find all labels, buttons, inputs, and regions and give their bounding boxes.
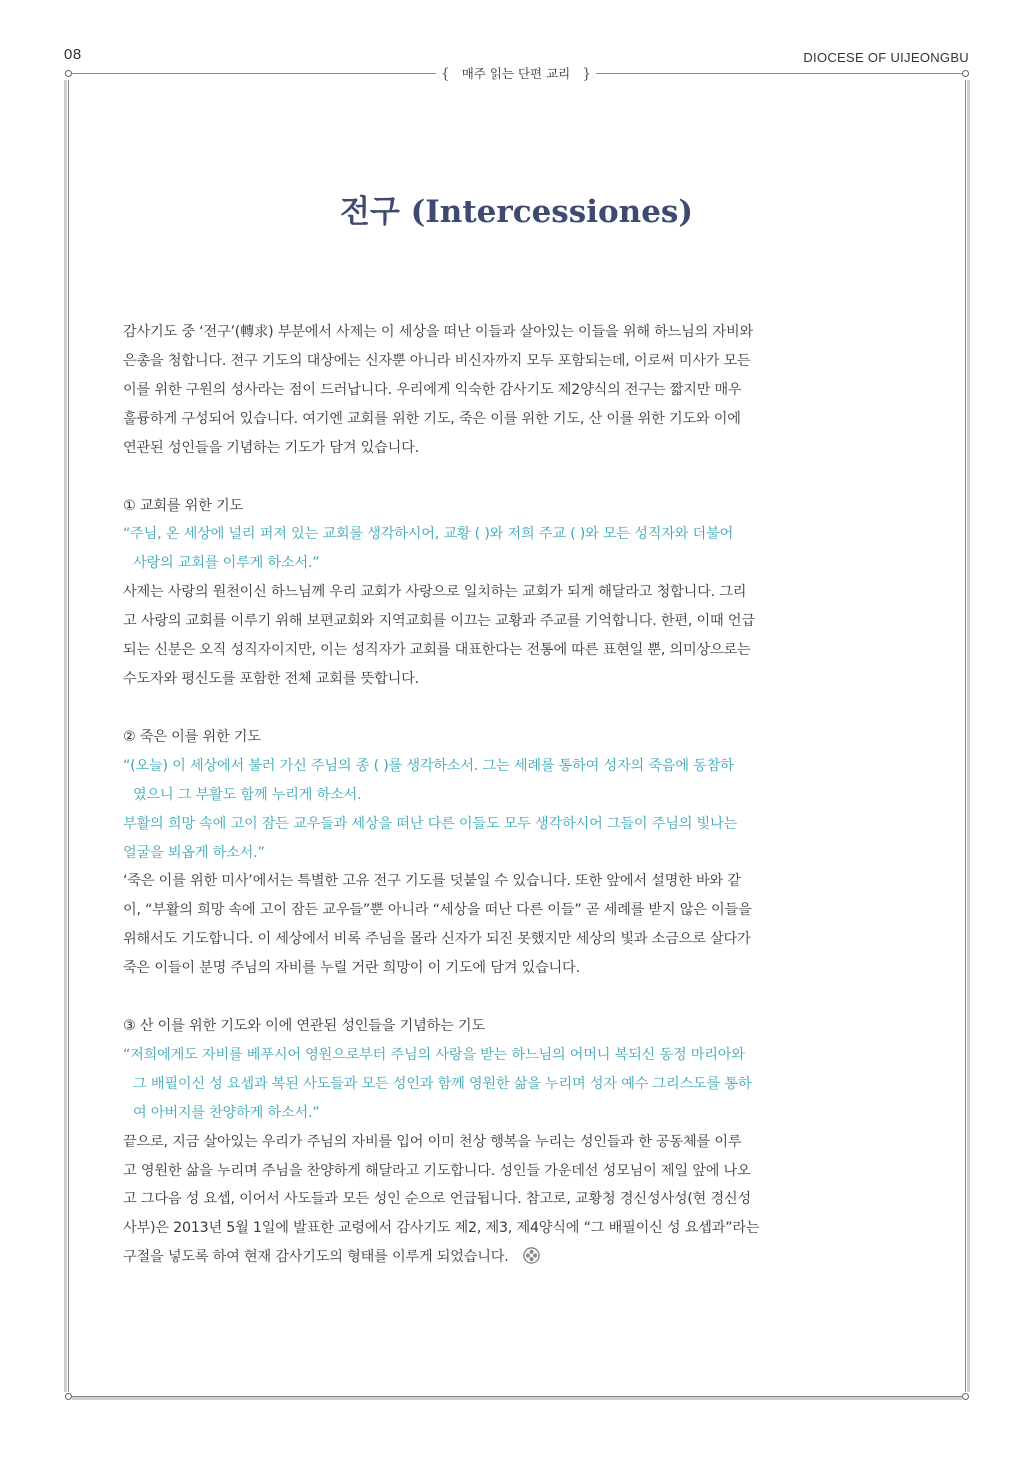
body-line: 고 영원한 삶을 누리며 주님을 찬양하게 해달라고 기도합니다. 성인들 가운데선 성모님이 제일 앞에 나오 — [123, 1162, 751, 1179]
body-line: 사제는 사랑의 원천이신 하느님께 우리 교회가 사랑으로 일치하는 교회가 되게 해달라고 청합니다. 그리 — [123, 584, 747, 601]
prayer-line: 였으니 그 부활도 함께 누리게 하소서. — [133, 786, 362, 803]
body-line: 끝으로, 지금 살아있는 우리가 주님의 자비를 입어 이미 천상 행복을 누리는 성인들과 한 공동체를 이루 — [123, 1133, 742, 1150]
prayer-line: 부활의 희망 속에 고이 잠든 교우들과 세상을 떠난 다른 이들도 모두 생각하시어 그들이 주님의 빛나는 — [123, 815, 738, 832]
frame-corner-dot — [65, 70, 72, 77]
body-line: 수도자와 평신도를 포함한 전체 교회를 뜻합니다. — [123, 670, 419, 687]
intro-line: 연관된 성인들을 기념하는 기도가 담겨 있습니다. — [123, 439, 419, 456]
intro-line: 은총을 청합니다. 전구 기도의 대상에는 신자뿐 아니라 비신자까지 모두 포함되는데, 이로써 미사가 모든 — [123, 352, 751, 369]
intro-line: 이를 위한 구원의 성사라는 점이 드러납니다. 우리에게 익숙한 감사기도 제2양식의 전구는 짧지만 매우 — [123, 381, 742, 398]
body-line: ‘죽은 이를 위한 미사’에서는 특별한 고유 전구 기도를 덧붙일 수 있습니다. 또한 앞에서 설명한 바와 같 — [123, 873, 741, 890]
body-line: 고 사랑의 교회를 이루기 위해 보편교회와 지역교회를 이끄는 교황과 주교를 기억합니다. 한편, 이때 언급 — [123, 613, 755, 630]
section-heading: ③ 산 이를 위한 기도와 이에 연관된 성인들을 기념하는 기도 — [123, 1018, 485, 1035]
page-title: 전구 (Intercessiones) — [339, 194, 694, 230]
frame-corner-dot — [962, 1393, 969, 1400]
prayer-line: “(오늘) 이 세상에서 불러 가신 주님의 종 ( )를 생각하소서. 그는 세례를 통하여 성자의 죽음에 동참하 — [123, 757, 734, 774]
body-line: 위해서도 기도합니다. 이 세상에서 비록 주님을 몰라 신자가 되진 못했지만 세상의 빛과 소금으로 살다가 — [123, 931, 751, 948]
body-line: 고 그다음 성 요셉, 이어서 사도들과 모든 성인 순으로 언급됩니다. 참고로, 교황청 경신성사성(현 경신성 — [123, 1191, 752, 1208]
body-line: 이, “부활의 희망 속에 고이 잠든 교우들”뿐 아니라 “세상을 떠난 다른 이들” 곧 세례를 받지 않은 이들을 — [123, 902, 752, 919]
header-rule-right — [596, 73, 965, 74]
prayer-line: 여 아버지를 찬양하게 하소서.” — [133, 1104, 320, 1121]
frame-left — [68, 80, 69, 1392]
body-line: 사부)은 2013년 5월 1일에 발표한 교령에서 감사기도 제2, 제3, 제4양식에 “그 배필이신 성 요셉과”라는 — [123, 1220, 760, 1237]
frame-right-shadow — [967, 80, 970, 1392]
prayer-line: “주님, 온 세상에 널리 퍼져 있는 교회를 생각하시어, 교황 ( )와 저희 주교 ( )와 모든 성직자와 더불어 — [123, 526, 734, 543]
body-line: 되는 신분은 오직 성직자이지만, 이는 성직자가 교회를 대표한다는 전통에 따른 표현일 뿐, 의미상으로는 — [123, 642, 751, 659]
diocese-name: DIOCESE OF UIJEONGBU — [803, 50, 969, 65]
intro-line: 훌륭하게 구성되어 있습니다. 여기엔 교회를 위한 기도, 죽은 이를 위한 기도, 산 이를 위한 기도와 이에 — [123, 410, 741, 427]
body-line-last — [123, 1243, 913, 1272]
frame-left-shadow — [64, 80, 67, 1392]
prayer-line: 사랑의 교회를 이루게 하소서.” — [133, 555, 320, 572]
prayer-line: 그 배필이신 성 요셉과 복된 사도들과 모든 성인과 함께 영원한 삶을 누리며 성자 예수 그리스도를 통하 — [133, 1075, 752, 1092]
body-line-text: 구절을 넣도록 하여 현재 감사기도의 형태를 이루게 되었습니다. — [123, 1249, 509, 1266]
page-number: 08 — [64, 46, 82, 63]
intro-line: 감사기도 중 ‘전구’(轉求) 부분에서 사제는 이 세상을 떠난 이들과 살아있는 이들을 위해 하느님의 자비와 — [123, 324, 753, 340]
frame-corner-dot — [65, 1393, 72, 1400]
prayer-line: “저희에게도 자비를 베푸시어 영원으로부터 주님의 사랑을 받는 하느님의 어머니 복되신 동정 마리아와 — [123, 1046, 745, 1063]
frame-right — [965, 80, 966, 1392]
frame-bottom-shadow — [72, 1397, 962, 1400]
prayer-line: 얼굴을 뵈옵게 하소서.” — [123, 844, 265, 861]
header-rule-left — [68, 73, 436, 74]
body-line: 죽은 이들이 분명 주님의 자비를 누릴 거란 희망이 이 기도에 담겨 있습니다. — [123, 960, 580, 977]
frame-corner-dot — [962, 70, 969, 77]
right-brace: } — [582, 66, 592, 82]
section-heading: ① 교회를 위한 기도 — [123, 497, 243, 514]
flower-ornament-icon — [523, 1246, 540, 1263]
article-body — [123, 318, 913, 1272]
section-heading: ② 죽은 이를 위한 기도 — [123, 728, 261, 745]
left-brace: { — [440, 66, 450, 82]
series-label — [436, 64, 596, 82]
series-label-text: 매주 읽는 단편 교리 — [461, 66, 571, 81]
